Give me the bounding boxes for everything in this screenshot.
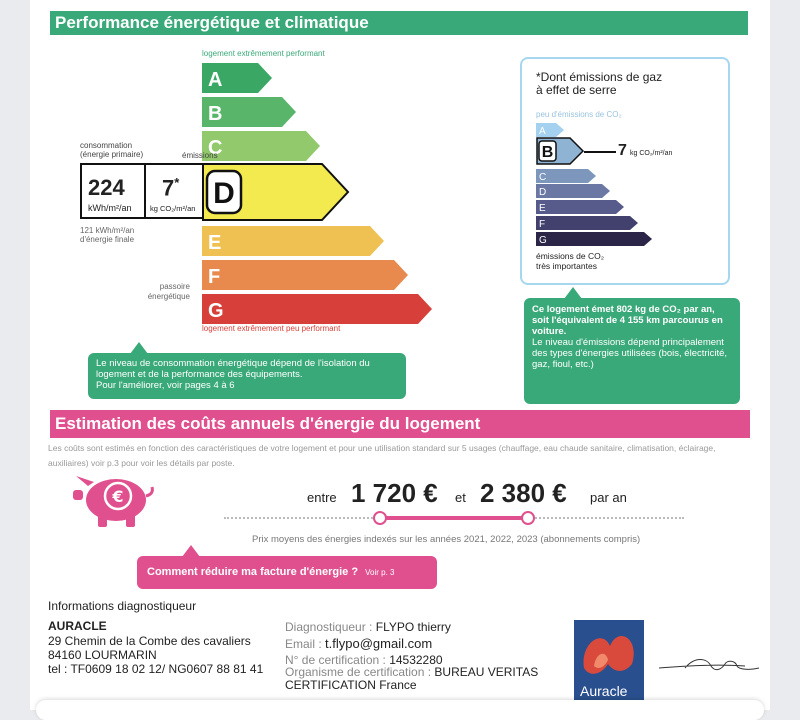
energy-class-letter: B <box>208 103 223 125</box>
ges-value-line <box>584 151 616 153</box>
ges-top-note: peu d'émissions de CO₂ <box>536 110 622 119</box>
reduce-link[interactable]: Voir p. 3 <box>365 568 395 577</box>
energy-top-note: logement extrêmement performant <box>202 49 325 58</box>
diag-address2: 84160 LOURMARIN <box>48 648 157 662</box>
auracle-logo <box>574 620 644 710</box>
ges-class-letter: E <box>539 203 546 214</box>
ges-unit: kg CO₂/m²/an <box>630 150 673 157</box>
bottom-card <box>36 700 764 720</box>
current-class-letter: D <box>213 177 235 210</box>
energy-callout: Le niveau de consommation énergétique dépend de l'isolation du logement et de la performance des équipements. Pour l'améliorer, voir pages 4 à 6 <box>88 353 406 399</box>
cost-high: 2 380 € <box>480 478 567 508</box>
diag-cert-value: 14532280 <box>389 653 443 667</box>
diag-phone: tel : TF0609 18 02 12/ NG0607 88 81 41 <box>48 662 264 676</box>
ges-value: 7 <box>618 142 627 159</box>
piggy-bank-icon <box>70 470 156 530</box>
reduce-label: Comment réduire ma facture d'énergie ? <box>147 566 359 578</box>
energy-class-e <box>202 226 384 256</box>
cost-range-fill <box>380 516 528 520</box>
cost-conjunction: et <box>455 490 466 505</box>
logo-butterfly-icon <box>574 620 644 710</box>
energy-class-letter: C <box>208 137 223 159</box>
costs-section-title: Estimation des coûts annuels d'énergie du logement <box>50 410 750 438</box>
energy-bottom-note: logement extrêmement peu performant <box>202 324 341 333</box>
emissions-label: émissions <box>182 151 218 160</box>
final-energy-note: 121 kWh/m²/an d'énergie finale <box>80 226 135 244</box>
energy-class-g <box>202 294 432 324</box>
ges-class-d <box>536 184 610 198</box>
diag-email-value[interactable]: t.flypo@gmail.com <box>325 636 433 651</box>
ges-class-letter: A <box>539 126 546 137</box>
ges-callout <box>524 298 740 404</box>
ges-callout-bold: Ce logement émet 802 kg de CO₂ par an, soit l'équivalent de 4 155 km parcourus en voiture. <box>532 304 723 337</box>
passoire-label: passoire énergétique <box>147 282 190 301</box>
cost-suffix: par an <box>590 490 627 505</box>
ges-current-arrow <box>536 137 586 165</box>
ges-class-a <box>536 123 564 137</box>
energy-value-box <box>80 163 206 219</box>
logo-text: Auracle <box>580 683 628 699</box>
ges-class-e <box>536 200 624 214</box>
cost-prefix: entre <box>307 490 337 505</box>
ges-class-c <box>536 169 596 183</box>
ges-class-letter: C <box>539 172 547 183</box>
consumption-label: consommation (énergie primaire) <box>80 141 144 159</box>
energy-class-letter: F <box>208 266 221 288</box>
ges-class-g <box>536 232 652 246</box>
ges-title: *Dont émissions de gaz à effet de serre <box>536 70 663 97</box>
cost-low: 1 720 € <box>351 478 438 508</box>
ges-current-letter: B <box>541 144 554 161</box>
diag-address1: 29 Chemin de la Combe des cavaliers <box>48 634 251 648</box>
cost-low-marker <box>373 511 387 525</box>
price-note: Prix moyens des énergies indexés sur les années 2021, 2022, 2023 (abonnements compris) <box>252 534 641 545</box>
consumption-unit: kWh/m²/an <box>88 203 132 213</box>
signature <box>655 650 765 680</box>
ges-callout-text: Le niveau d'émissions dépend principalement des types d'énergies utilisées (bois, électricité, gaz, fioul, etc.) <box>532 337 728 370</box>
ges-class-letter: F <box>539 219 546 230</box>
diag-org-value: BUREAU VERITAS CERTIFICATION France <box>285 665 539 692</box>
emissions-unit: kg CO₂/m²/an <box>150 204 196 213</box>
energy-class-letter: E <box>208 232 222 254</box>
diag-email-label: Email : <box>285 637 322 651</box>
diag-cert-label: N° de certification : <box>285 653 386 667</box>
ges-class-letter: G <box>539 235 547 246</box>
diag-name-label: Diagnostiqueur : <box>285 620 373 634</box>
energy-class-f <box>202 260 408 290</box>
energy-class-letter: A <box>208 69 223 91</box>
energy-class-b <box>202 97 296 127</box>
costs-description: Les coûts sont estimés en fonction des caractéristiques de votre logement et pour une utilisation standard sur 5 usages (chauffage, eau chaude sanitaire, climatisation, éclairage, auxiliaires) voir p.3 pour voir les détails par poste. <box>48 443 716 468</box>
current-class-arrow <box>202 163 350 221</box>
cost-high-marker <box>521 511 535 525</box>
energy-class-a <box>202 63 272 93</box>
ges-class-f <box>536 216 638 230</box>
diag-org-label: Organisme de certification : <box>285 665 432 679</box>
energy-section-title: Performance énergétique et climatique <box>50 11 748 35</box>
ges-class-letter: D <box>539 187 547 198</box>
dpe-page <box>30 0 770 710</box>
consumption-cell <box>82 165 146 217</box>
emissions-asterisk: * <box>174 175 180 190</box>
diag-name-value: FLYPO thierry <box>375 620 451 634</box>
reduce-callout[interactable] <box>137 556 437 589</box>
emissions-cell <box>148 165 206 217</box>
diag-company: AURACLE <box>48 619 107 633</box>
consumption-value: 224 <box>88 175 125 200</box>
ges-panel <box>520 57 730 285</box>
emissions-value: 7 <box>162 175 175 201</box>
ges-bottom-note: émissions de CO₂ très importantes <box>536 251 605 271</box>
diag-section-title: Informations diagnostiqueur <box>48 599 197 613</box>
energy-class-letter: G <box>208 300 224 322</box>
energy-class-c <box>202 131 320 161</box>
svg-text:€: € <box>112 487 124 506</box>
